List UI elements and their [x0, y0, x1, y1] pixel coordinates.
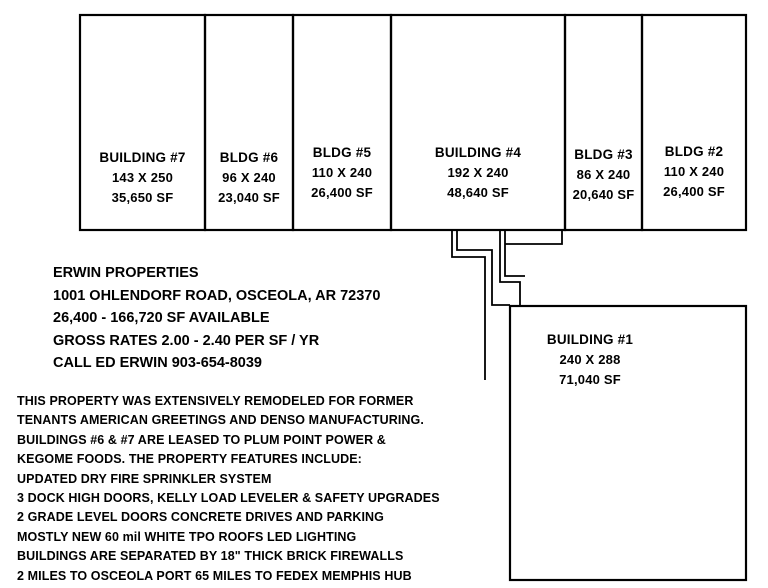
building-dimensions: 110 X 240	[663, 164, 725, 179]
building-dimensions: 86 X 240	[576, 167, 631, 182]
building-area: 48,640 SF	[447, 185, 509, 200]
building-area: 26,400 SF	[663, 184, 725, 199]
contact-block	[53, 262, 380, 375]
building-area: 35,650 SF	[111, 190, 174, 205]
feature-line: BUILDINGS #6 & #7 ARE LEASED TO PLUM POINT POWER &	[17, 432, 386, 447]
property-features	[17, 392, 440, 586]
gross-rates: GROSS RATES 2.00 - 2.40 PER SF / YR	[53, 332, 320, 349]
building-name: BUILDING #1	[546, 332, 634, 347]
feature-line: BUILDINGS ARE SEPARATED BY 18" THICK BRICK FIREWALLS	[17, 549, 404, 564]
building-dimensions: 240 X 288	[559, 352, 621, 367]
company-name: ERWIN PROPERTIES	[53, 265, 199, 281]
building-area: 23,040 SF	[218, 190, 280, 205]
building-dimensions: 143 X 250	[111, 170, 174, 185]
building-name: BLDG #3	[574, 147, 633, 162]
contact-phone: CALL ED ERWIN 903-654-8039	[53, 355, 262, 371]
feature-line: 2 GRADE LEVEL DOORS CONCRETE DRIVES AND PARKING	[17, 510, 385, 525]
building-name: BUILDING #4	[434, 145, 522, 160]
building-7-label	[80, 148, 205, 208]
building-name: BLDG #6	[219, 150, 279, 165]
feature-line: 3 DOCK HIGH DOORS, KELLY LOAD LEVELER & SAFETY UPGRADES	[17, 491, 440, 506]
feature-line: MOSTLY NEW 60 mil WHITE TPO ROOFS LED LIGHTING	[17, 529, 357, 544]
building-dimensions: 110 X 240	[311, 165, 373, 180]
feature-line: TENANTS AMERICAN GREETINGS AND DENSO MANUFACTURING.	[17, 413, 424, 428]
building-name: BLDG #2	[664, 144, 724, 159]
building-name: BLDG #5	[312, 145, 372, 160]
building-name: BUILDING #7	[99, 150, 186, 165]
building-area: 71,040 SF	[559, 372, 621, 387]
feature-line: THIS PROPERTY WAS EXTENSIVELY REMODELED FOR FORMER	[17, 394, 414, 408]
building-dimensions: 96 X 240	[222, 170, 276, 185]
building-dimensions: 192 X 240	[447, 165, 509, 180]
building-6-label	[205, 148, 293, 208]
building-area: 20,640 SF	[572, 187, 635, 202]
available-space: 26,400 - 166,720 SF AVAILABLE	[53, 310, 270, 326]
feature-line: UPDATED DRY FIRE SPRINKLER SYSTEM	[17, 471, 272, 486]
feature-line: KEGOME FOODS. THE PROPERTY FEATURES INCLUDE:	[17, 452, 362, 467]
building-5-label	[293, 143, 391, 203]
building-3-label	[565, 145, 642, 205]
building-4-label	[391, 143, 565, 203]
building-1-label	[510, 330, 670, 390]
feature-line: 2 MILES TO OSCEOLA PORT 65 MILES TO FEDEX MEMPHIS HUB	[17, 568, 412, 583]
building-2-label	[642, 142, 746, 202]
building-area: 26,400 SF	[311, 185, 373, 200]
property-address: 1001 OHLENDORF ROAD, OSCEOLA, AR 72370	[53, 287, 381, 304]
